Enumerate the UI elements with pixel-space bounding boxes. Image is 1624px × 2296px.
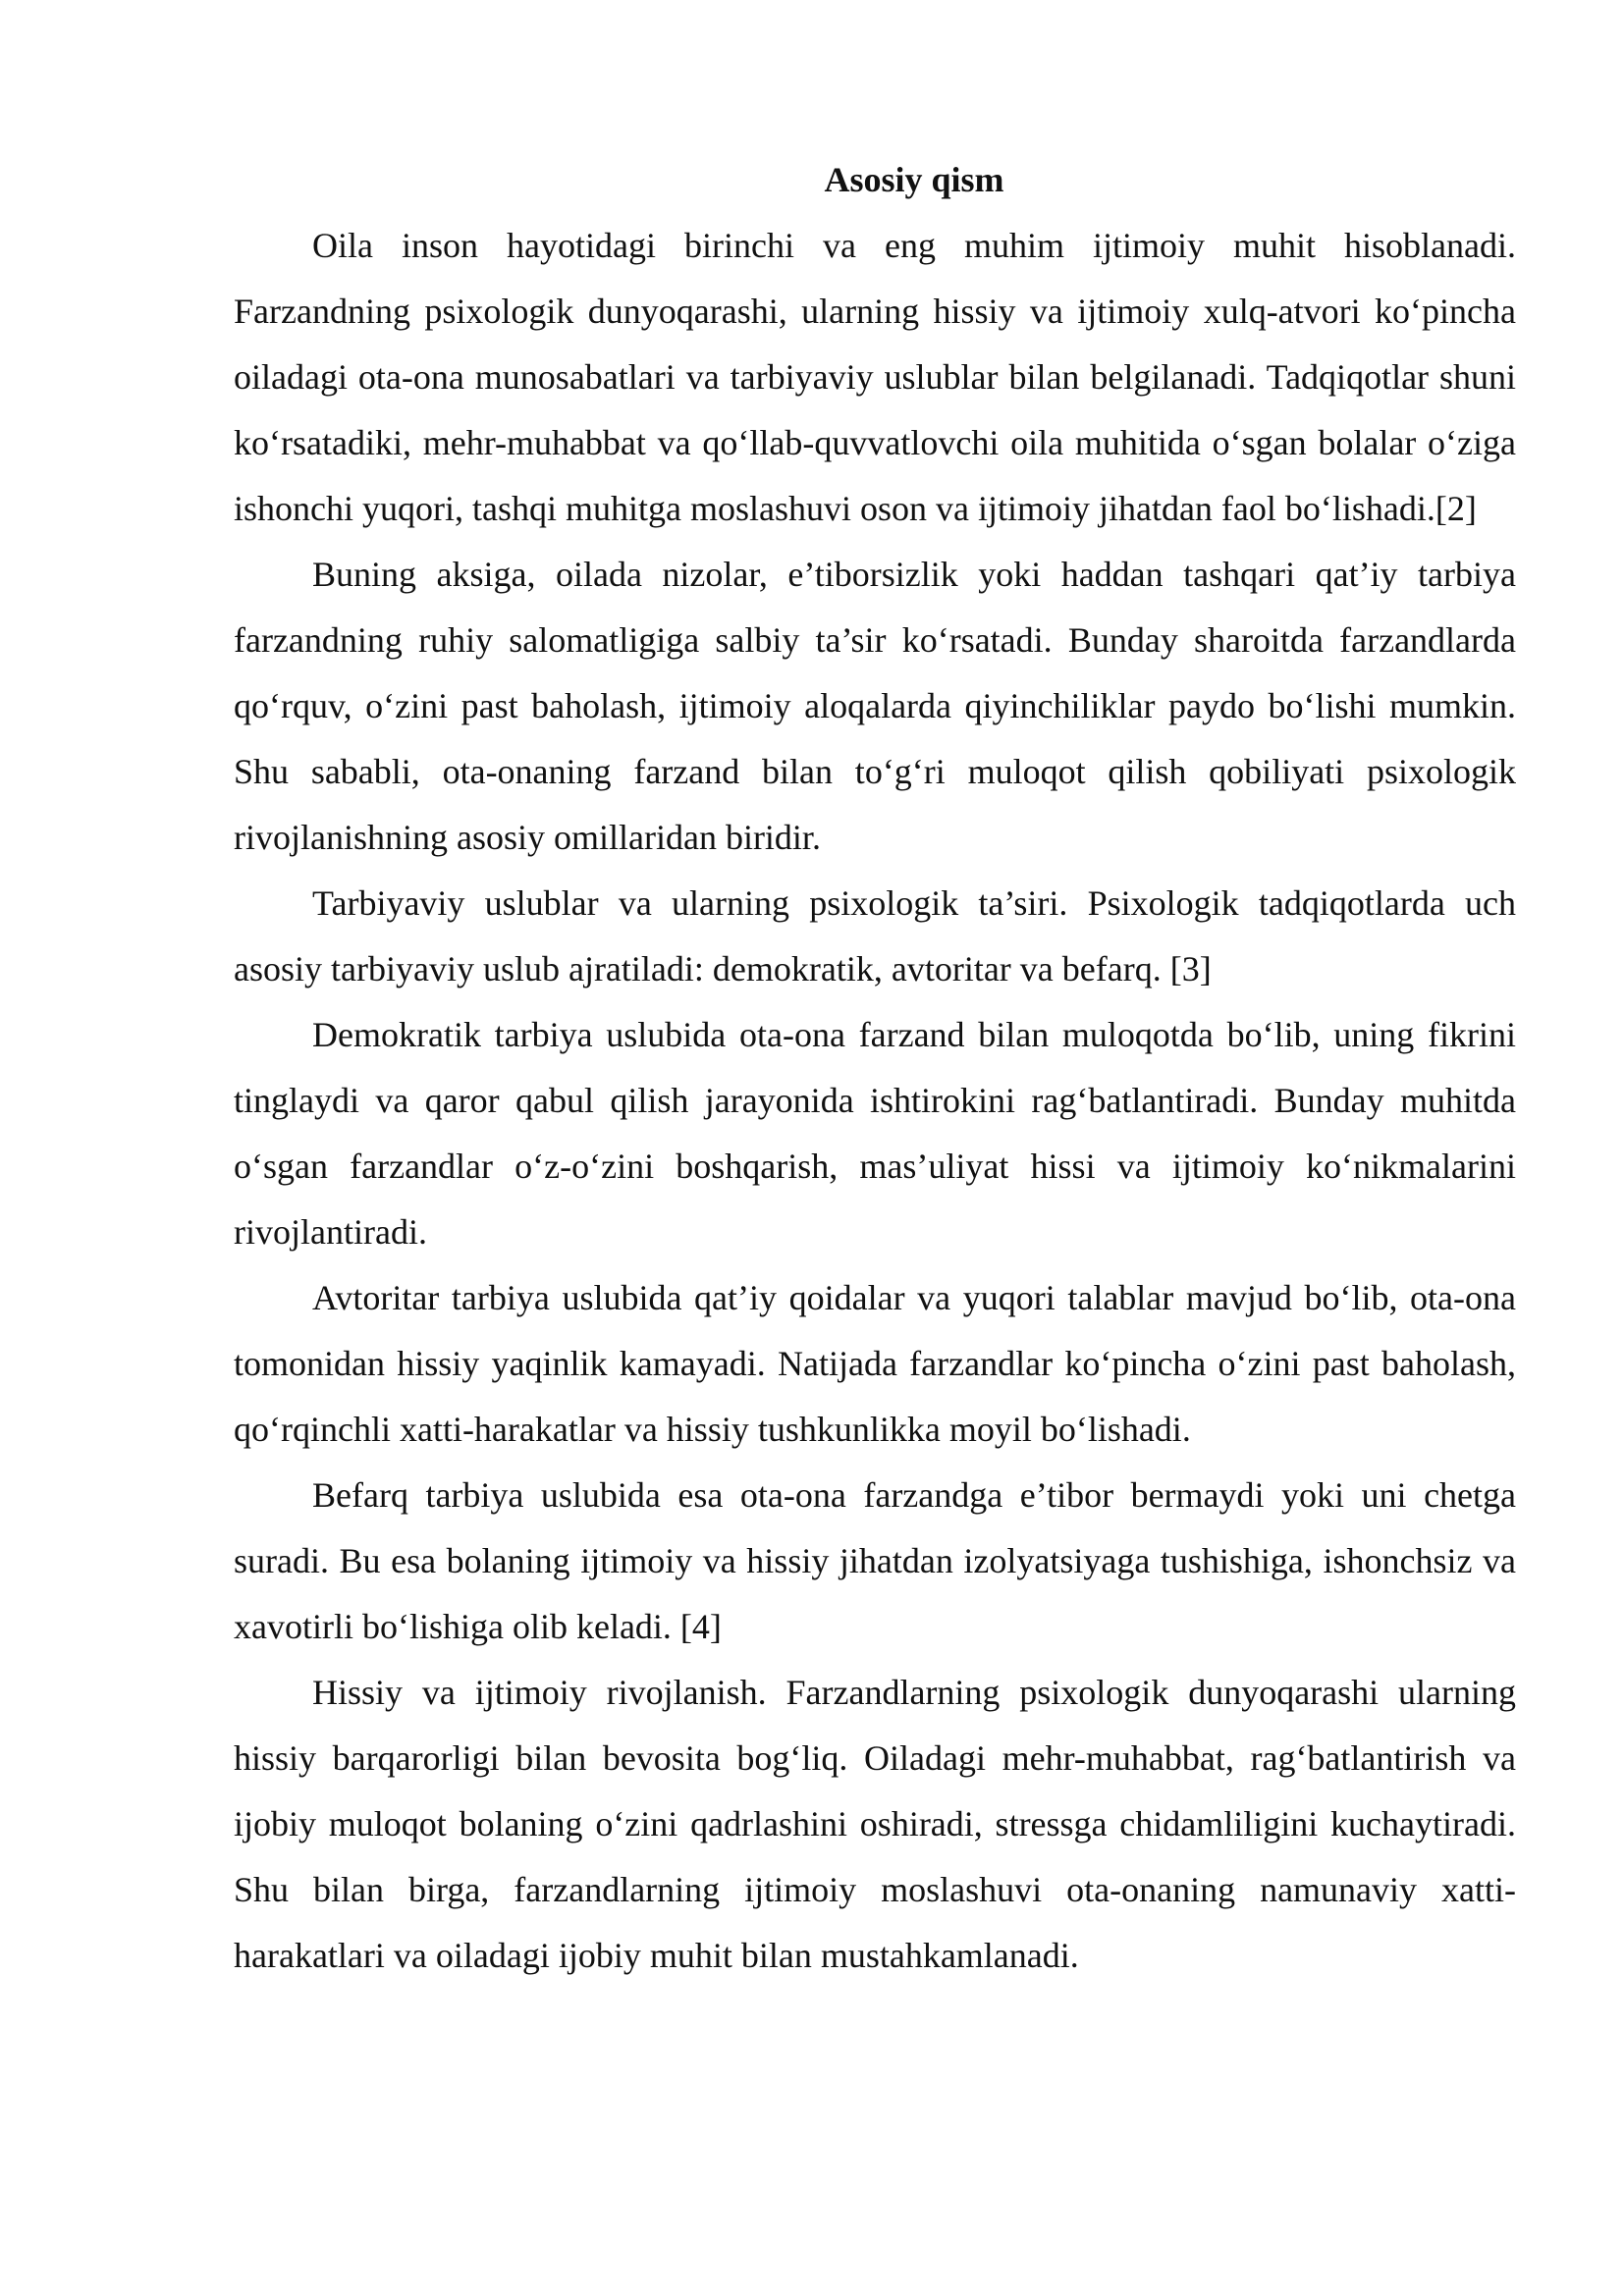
paragraph-5: Avtoritar tarbiya uslubida qat’iy qoidalar va yuqori talablar mavjud bo‘lib, ota-ona tomonidan hissiy yaqinlik kamayadi. Natijada farzandlar ko‘pincha o‘zini past baholash, qo‘rqinchli xatti-harakatlar va hissiy tushkunlikka moyil bo‘lishadi. [234, 1278, 1516, 1449]
paragraph-4: Demokratik tarbiya uslubida ota-ona farzand bilan muloqotda bo‘lib, uning fikrini tinglaydi va qaror qabul qilish jarayonida ishtirokini rag‘batlantiradi. Bunday muhitda o‘sgan farzandlar o‘z-o‘zini boshqarish, mas’uliyat hissi va ijtimoiy ko‘nikmalarini rivojlantiradi. [234, 1015, 1516, 1252]
paragraph-7: Hissiy va ijtimoiy rivojlanish. Farzandlarning psixologik dunyoqarashi ularning hissiy barqarorligi bilan bevosita bog‘liq. Oiladagi mehr-muhabbat, rag‘batlantirish va ijobiy muloqot bolaning o‘zini qadrlashini oshiradi, stressga chidamliligini kuchaytiradi. Shu bilan birga, farzandlarning ijtimoiy moslashuvi ota-onaning namunaviy xatti-harakatlari va oiladagi ijobiy muhit bilan mustahkamlanadi. [234, 1673, 1516, 1975]
paragraph-6: Befarq tarbiya uslubida esa ota-ona farzandga e’tibor bermaydi yoki uni chetga suradi. Bu esa bolaning ijtimoiy va hissiy jihatdan izolyatsiyaga tushishiga, ishonchsiz va xavotirli bo‘lishiga olib keladi. [4] [234, 1475, 1516, 1646]
paragraph-3: Tarbiyaviy uslublar va ularning psixologik ta’siri. Psixologik tadqiqotlarda uch asosiy tarbiyaviy uslub ajratiladi: demokratik, avtoritar va befarq. [3] [234, 883, 1516, 988]
paragraph-2: Buning aksiga, oilada nizolar, e’tiborsizlik yoki haddan tashqari qat’iy tarbiya farzandning ruhiy salomatligiga salbiy ta’sir ko‘rsatadi. Bunday sharoitda farzandlarda qo‘rquv, o‘zini past baholash, ijtimoiy aloqalarda qiyinchiliklar paydo bo‘lishi mumkin. Shu sababli, ota-onaning farzand bilan to‘g‘ri muloqot qilish qobiliyati psixologik rivojlanishning asosiy omillaridan biridir. [234, 555, 1516, 857]
section-heading: Asosiy qism [824, 160, 1004, 199]
document-body [234, 147, 1516, 1989]
paragraph-1: Oila inson hayotidagi birinchi va eng muhim ijtimoiy muhit hisoblanadi. Farzandning psixologik dunyoqarashi, ularning hissiy va ijtimoiy xulq-atvori ko‘pincha oiladagi ota-ona munosabatlari va tarbiyaviy uslublar bilan belgilanadi. Tadqiqotlar shuni ko‘rsatadiki, mehr-muhabbat va qo‘llab-quvvatlovchi oila muhitida o‘sgan bolalar o‘ziga ishonchi yuqori, tashqi muhitga moslashuvi oson va ijtimoiy jihatdan faol bo‘lishadi.[2] [234, 226, 1516, 528]
